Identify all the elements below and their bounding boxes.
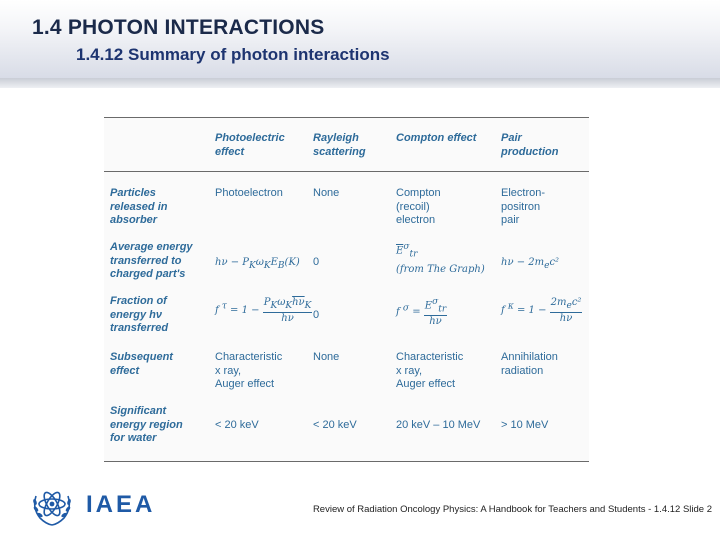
cell-particles-rayleigh: None [313, 187, 340, 199]
cell-subsequent-rayleigh: None [313, 351, 340, 363]
cell-region-compton: 20 keV – 10 MeV [396, 419, 481, 431]
cell-particles-compton: Compton (recoil) electron [396, 187, 441, 226]
table-bottom-rule [104, 461, 589, 462]
slide-title: 1.4 PHOTON INTERACTIONS [32, 16, 325, 39]
formula-compton-fraction: f $^\sigma$ = $\frac{E^\sigma_{tr}}{h\nu}$ [396, 297, 447, 328]
formula-photoelectric-fraction: f $^\tau$ = 1 − $\frac{P_K\omega_K\overline{h\nu}_K}{h\nu}$ [215, 297, 312, 324]
cell-subsequent-compton: Characteristic x ray, Auger effect [396, 351, 464, 390]
row-label-subsequent: Subsequent effect [110, 351, 173, 377]
row-label-fraction: Fraction of energy hν transferred [110, 295, 169, 334]
formula-photoelectric-energy: $h\nu - P_K\omega_KE_B(K)$ [215, 257, 300, 271]
cell-region-photoelectric: < 20 keV [215, 419, 259, 431]
row-label-energy-region: Significant energy region for water [110, 405, 183, 444]
cell-region-rayleigh: < 20 keV [313, 419, 357, 431]
col-header-photoelectric: Photoelectric effect [215, 132, 285, 158]
iaea-logo-text: IAEA [86, 491, 156, 518]
atom-laurel-icon [28, 482, 76, 530]
formula-pair-energy: $h\nu - 2m_ec^2$ [501, 257, 560, 271]
table-top-rule [104, 117, 589, 118]
cell-subsequent-photoelectric: Characteristic x ray, Auger effect [215, 351, 283, 390]
cell-energy-rayleigh: 0 [313, 256, 320, 268]
cell-subsequent-pair: Annihilation radiation [501, 351, 558, 377]
cell-region-pair: > 10 MeV [501, 419, 549, 431]
slide-footer: Review of Radiation Oncology Physics: A Handbook for Teachers and Students - 1.4.12 Slide 2 [312, 504, 712, 515]
cell-particles-pair: Electron- positron pair [501, 187, 546, 226]
summary-table [104, 117, 589, 462]
col-header-pair: Pair production [501, 132, 559, 158]
row-label-particles: Particles released in absorber [110, 187, 168, 226]
col-header-rayleigh: Rayleigh scattering [313, 132, 366, 158]
cell-fraction-rayleigh: 0 [313, 309, 320, 321]
row-label-average-energy: Average energy transferred to charged part's [110, 241, 193, 280]
slide-header [0, 0, 720, 80]
header-divider [0, 78, 720, 88]
formula-compton-energy: $\overline{E}^\sigma_{tr}$ [396, 242, 418, 260]
cell-particles-photoelectric: Photoelectron [215, 187, 283, 199]
compton-energy-note: (from The Graph) [396, 264, 485, 275]
col-header-compton: Compton effect [396, 132, 477, 144]
slide-subtitle: 1.4.12 Summary of photon interactions [76, 45, 390, 64]
table-header-rule [104, 171, 589, 172]
formula-pair-fraction: f $^\kappa$ = 1 − $\frac{2m_ec^2}{h\nu}$ [501, 297, 582, 324]
